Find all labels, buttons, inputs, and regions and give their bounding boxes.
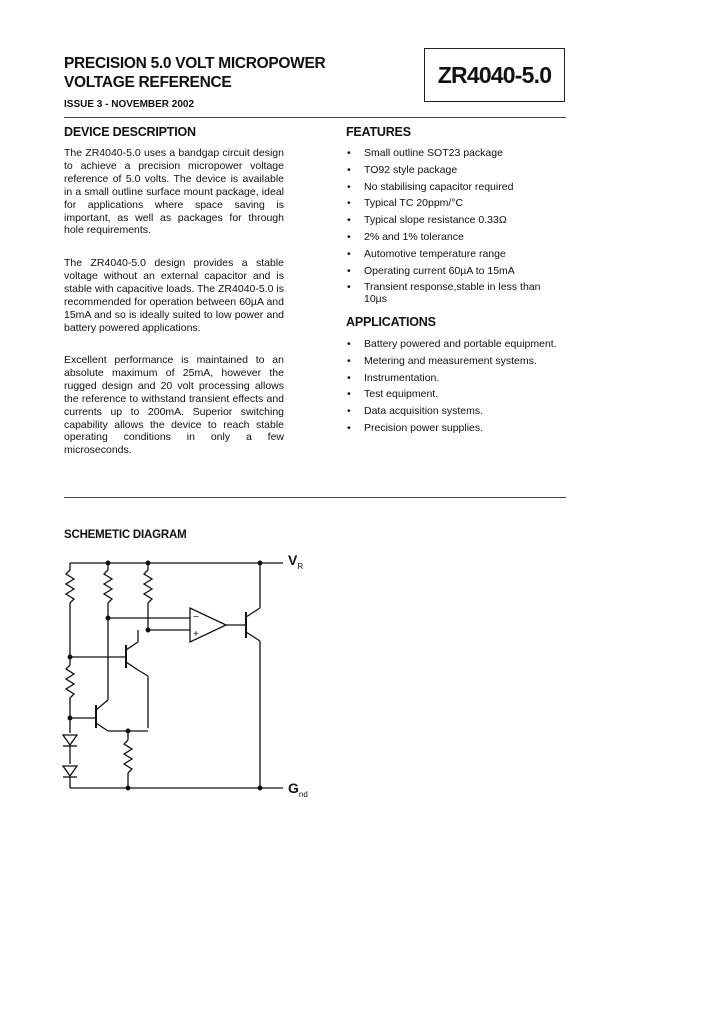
device-description-heading: DEVICE DESCRIPTION [64,125,196,139]
list-item: • TO92 style package [347,163,458,176]
list-item: • Small outline SOT23 package [347,147,503,159]
junction-dot [146,628,150,632]
bullet-icon: • [347,421,351,434]
resistor-r1 [66,570,74,603]
transistor-q3-emitter [246,632,260,641]
opamp-minus-label: − [193,612,199,623]
issue-date: ISSUE 3 - NOVEMBER 2002 [64,99,195,110]
junction-dot [106,616,110,620]
transistor-q1-collector [126,642,138,650]
description-paragraph-3: Excellent performance is maintained to an absolute maximum of 25mA, however the rugged design and 20 volt processing allows the reference to withstand transient effects and currents up to 200mA. Superior switching capability allows the device to reach stable operating conditions in only a few microseconds. [64,354,284,457]
diode-d2 [63,766,77,776]
title-line-2: VOLTAGE REFERENCE [64,74,232,91]
list-item: • Automotive temperature range [347,247,506,260]
bullet-icon: • [347,147,351,159]
list-item: • 2% and 1% tolerance [347,230,464,243]
bullet-icon: • [347,214,351,227]
list-item: • No stabilising capacitor required [347,180,514,193]
vr-label: $V_R$ [288,552,304,571]
list-item: • Battery powered and portable equipment. [347,338,557,350]
list-item: • Operating current 60µA to 15mA [347,264,515,277]
title-line-1: PRECISION 5.0 VOLT MICROPOWER [64,55,326,72]
transistor-q1-emitter [126,662,138,670]
gnd-label: $G_{nd}$ [288,780,308,799]
resistor-r2 [66,665,74,698]
part-number: ZR4040-5.0 [437,61,552,88]
bullet-icon: • [347,197,351,210]
applications-heading: APPLICATIONS [346,315,436,329]
bullet-icon: • [347,230,351,243]
transistor-q2-collector [96,700,108,710]
list-item: • Metering and measurement systems. [347,354,537,367]
opamp-plus-label: + [193,629,199,640]
bullet-icon: • [347,371,351,384]
junction-dot [68,716,72,720]
bullet-icon: • [347,247,351,260]
junction-dot [126,786,130,790]
junction-dot [68,655,72,659]
features-heading: FEATURES [346,125,411,139]
list-item: • Typical TC 20ppm/°C [347,197,464,210]
list-item: • Instrumentation. [347,371,440,384]
description-paragraph-2: The ZR4040-5.0 design provides a stable voltage without an external capacitor and is stable with capacitive loads. The ZR4040-5.0 is recommended for operation between 60µA and 15mA and so is ideally suited to low power and battery powered applications. [64,257,284,334]
list-item: • Data acquisition systems. [347,405,484,418]
resistor-r3 [104,570,112,603]
junction-dot [146,561,150,565]
bullet-icon: • [347,180,351,193]
bullet-icon: • [347,405,351,418]
list-item: • Precision power supplies. [347,421,484,434]
list-item: • Transient response,stable in less than 10µs [347,281,541,306]
diode-d1 [63,735,77,745]
bullet-icon: • [347,264,351,277]
bullet-icon: • [347,388,351,401]
bullet-icon: • [347,163,351,176]
bullet-icon: • [347,338,351,350]
list-item: • Typical slope resistance 0.33Ω [347,214,507,227]
list-item: • Test equipment. [347,388,439,401]
bullet-icon: • [347,354,351,367]
junction-dot [126,729,130,733]
schematic-heading: SCHEMETIC DIAGRAM [64,529,187,541]
bullet-icon: • [347,281,351,294]
resistor-r4 [144,570,152,603]
junction-dot [106,561,110,565]
junction-dot [258,786,262,790]
junction-dot [258,561,262,565]
description-paragraph-1: The ZR4040-5.0 uses a bandgap circuit design to achieve a precision micropower voltage reference of 5.0 volts. The device is available in a small outline surface mount package, ideal for applications where space saving is important, as well as packages for through hole requirements. [64,147,284,237]
transistor-q2-emitter [96,723,108,731]
transistor-q3-collector [246,608,260,617]
resistor-r5 [124,740,132,773]
wire [138,670,148,676]
